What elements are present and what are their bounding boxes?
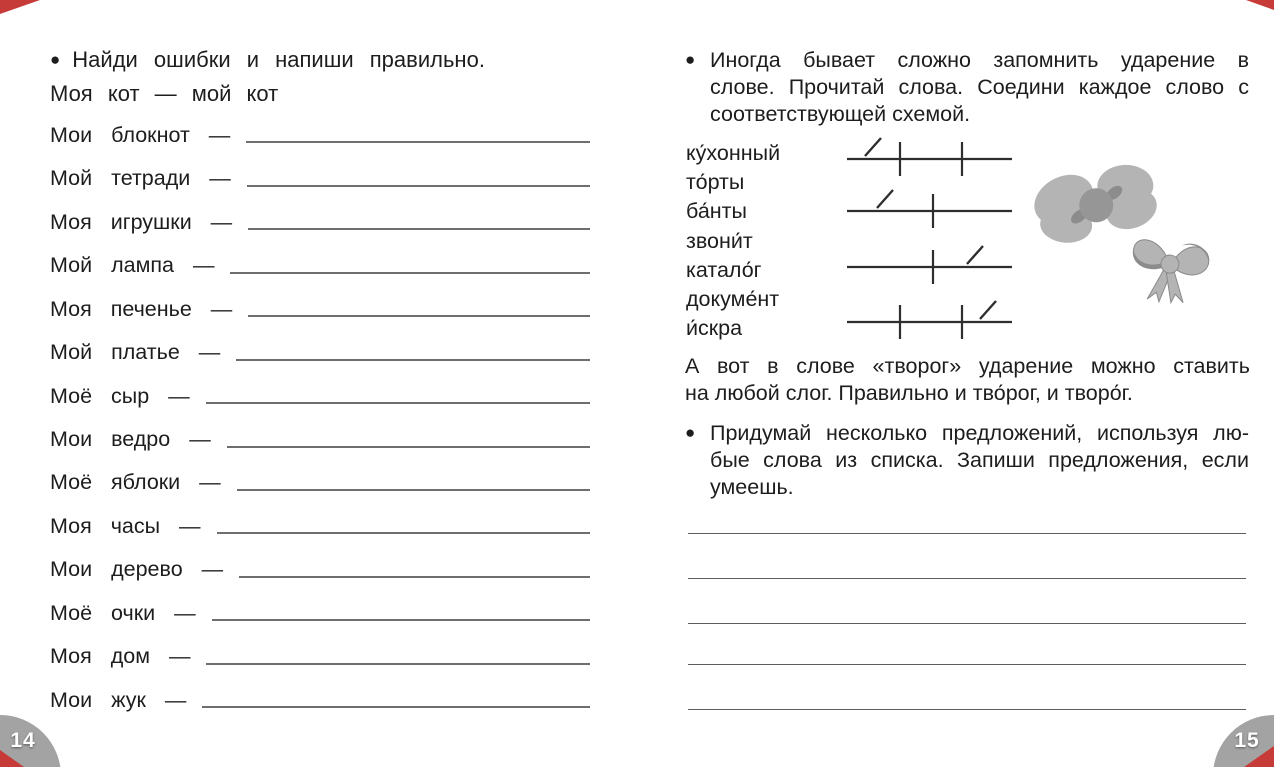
task2-line: умеешь.: [710, 475, 794, 499]
left-task-heading: [50, 47, 485, 73]
blank-writing-line: [206, 402, 590, 404]
row-label: Мои блокнот —: [50, 122, 231, 147]
row-label: Мой лампа —: [50, 253, 215, 278]
row-label: Мои жук —: [50, 687, 187, 712]
stress-word: катало́г: [686, 257, 762, 282]
row-label: Мои ведро —: [50, 427, 211, 451]
blank-writing-line: [202, 706, 590, 708]
task2-line: бые слова из списка. Запиши предложения, если: [710, 448, 1249, 472]
red-corner-top-right: [1246, 0, 1274, 10]
stress-word: и́скра: [686, 316, 743, 341]
exercise-row: [50, 367, 590, 410]
bullet-icon: ●: [685, 423, 696, 442]
blank-writing-line: [239, 576, 590, 578]
page-number-left: 14: [10, 729, 36, 752]
blank-writing-line: [248, 315, 590, 317]
left-exercise-rows: [50, 106, 590, 714]
scheme-3syll-stress3: [847, 301, 1012, 339]
ribbon-bow-illustration: [1112, 219, 1227, 322]
blank-writing-line: [688, 623, 1246, 624]
exercise-row: [50, 149, 590, 192]
row-label: Моя дом —: [50, 644, 191, 669]
row-label: Моё очки —: [50, 600, 196, 625]
stress-word: ку́хонный: [686, 141, 781, 165]
stress-word: то́рты: [686, 170, 745, 195]
exercise-row: [50, 497, 590, 540]
blank-writing-line: [248, 228, 590, 230]
red-corner-top-left: [0, 0, 40, 14]
row-label: Мой платье —: [50, 340, 221, 365]
blank-writing-line: [217, 532, 590, 534]
stress-scheme-diagrams: [842, 132, 1017, 347]
task1-line: Иногда бывает сложно запомнить ударение в: [710, 48, 1249, 72]
right-task2-paragraph: [685, 420, 1249, 501]
blank-writing-line: [688, 664, 1246, 665]
exercise-row: [50, 236, 590, 279]
row-label: Моё яблоки —: [50, 470, 221, 495]
blank-writing-line: [688, 578, 1246, 579]
blank-writing-line: [688, 709, 1246, 710]
blank-writing-line: [206, 663, 590, 665]
scheme-3syll-stress1: [847, 138, 1012, 176]
stress-word-list: [686, 139, 780, 343]
left-task-title: Найди ошибки и напиши правильно.: [72, 47, 485, 72]
page-number-right: 15: [1234, 729, 1260, 752]
blank-writing-line: [237, 489, 590, 491]
row-label: Моя часы —: [50, 513, 201, 538]
bullet-icon: ●: [50, 50, 61, 69]
stress-word: звони́т: [686, 228, 753, 253]
task1-line: слове. Прочитай слова. Соедини каждое слово с: [710, 75, 1249, 99]
blank-writing-line: [247, 185, 590, 187]
exercise-row: [50, 193, 590, 236]
blank-writing-line: [230, 272, 590, 274]
left-example-line: Моя кот — мой кот: [50, 81, 279, 106]
exercise-row: [50, 627, 590, 670]
exercise-row: [50, 410, 590, 453]
note-line: на любой слог. Правильно и тво́рог, и творо́г.: [685, 381, 1133, 405]
exercise-row: [50, 454, 590, 497]
bullet-icon: ●: [685, 50, 696, 69]
blank-writing-line: [688, 533, 1246, 534]
row-label: Мой тетради —: [50, 166, 231, 191]
blank-writing-line: [227, 446, 590, 448]
stress-word: докуме́нт: [686, 287, 780, 312]
task1-line: соответствующей схемой.: [710, 102, 971, 126]
stress-word: ба́нты: [686, 199, 747, 224]
exercise-row: [50, 280, 590, 323]
blank-writing-line: [246, 141, 590, 143]
scheme-2syll-stress2: [847, 246, 1012, 284]
exercise-row: [50, 584, 590, 627]
scheme-2syll-stress1: [847, 190, 1012, 228]
exercise-row: [50, 323, 590, 366]
exercise-row: [50, 106, 590, 149]
note-paragraph: [685, 353, 1250, 407]
row-label: Мои дерево —: [50, 557, 224, 582]
exercise-row: [50, 540, 590, 583]
row-label: Моя печенье —: [50, 296, 233, 321]
blank-writing-line: [236, 359, 590, 361]
row-label: Моё сыр —: [50, 383, 190, 408]
note-line: А вот в слове «творог» ударение можно ставить: [685, 354, 1250, 378]
right-task1-paragraph: [685, 47, 1249, 128]
row-label: Моя игрушки —: [50, 209, 233, 234]
task2-line: Придумай несколько предложений, используя лю-: [710, 421, 1249, 445]
blank-writing-line: [212, 619, 590, 621]
exercise-row: [50, 671, 590, 714]
